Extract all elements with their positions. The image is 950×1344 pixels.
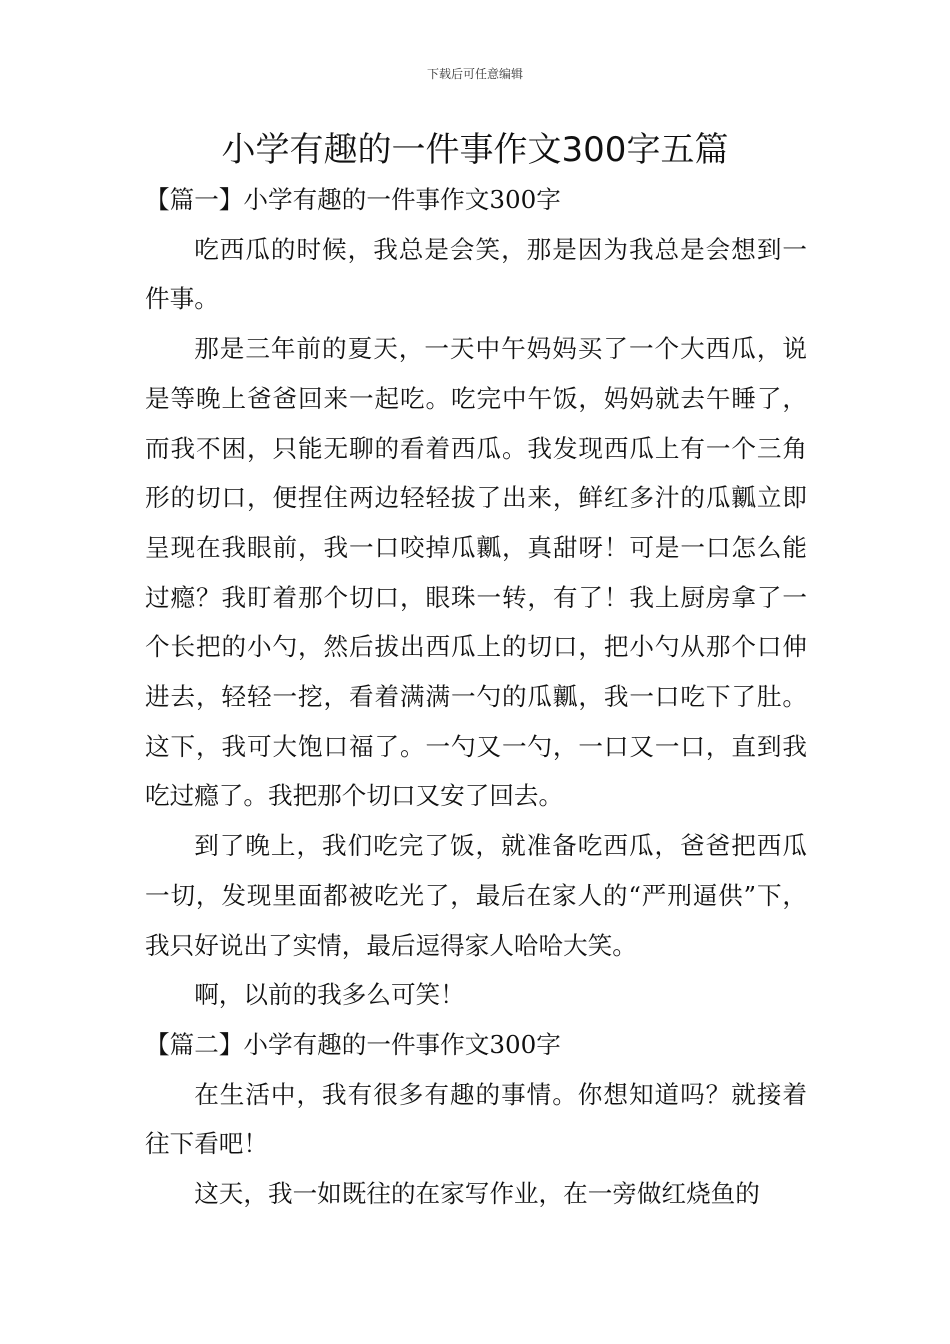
- paragraph: 在生活中，我有很多有趣的事情。你想知道吗？就接着往下看吧！: [145, 1079, 807, 1159]
- document-title: 小学有趣的一件事作文300字五篇: [221, 130, 729, 170]
- paragraph: 啊，以前的我多么可笑！: [194, 980, 465, 1010]
- paragraph: 吃西瓜的时候，我总是会笑，那是因为我总是会想到一件事。: [145, 234, 807, 314]
- section-heading: 【篇二】小学有趣的一件事作文300字: [145, 1029, 561, 1059]
- document-body: [145, 175, 807, 1219]
- paragraph: 到了晚上，我们吃完了饭，就准备吃西瓜，爸爸把西瓜一切，发现里面都被吃光了，最后在家人的“严刑逼供”下，我只好说出了实情，最后逗得家人哈哈大笑。: [145, 831, 807, 960]
- header-note: 下载后可任意编辑: [426, 67, 523, 81]
- paragraph: 这天，我一如既往的在家写作业，在一旁做红烧鱼的: [194, 1179, 760, 1209]
- section-1: [145, 175, 807, 1020]
- paragraph: 那是三年前的夏天，一天中午妈妈买了一个大西瓜，说是等晚上爸爸回来一起吃。吃完中午饭，妈妈就去午睡了，而我不困，只能无聊的看着西瓜。我发现西瓜上有一个三角形的切口，便捏住两边轻轻拔了出来，鲜红多汁的瓜瓤立即呈现在我眼前，我一口咬掉瓜瓤，真甜呀！可是一口怎么能过瘾？我盯着那个切口，眼珠一转，有了！我上厨房拿了一个长把的小勺，然后拔出西瓜上的切口，把小勺从那个口伸进去，轻轻一挖，看着满满一勺的瓜瓤，我一口吃下了肚。这下，我可大饱口福了。一勺又一勺，一口又一口，直到我吃过瘾了。我把那个切口又安了回去。: [145, 334, 807, 811]
- section-2: [145, 1020, 807, 1219]
- section-heading: 【篇一】小学有趣的一件事作文300字: [145, 185, 561, 214]
